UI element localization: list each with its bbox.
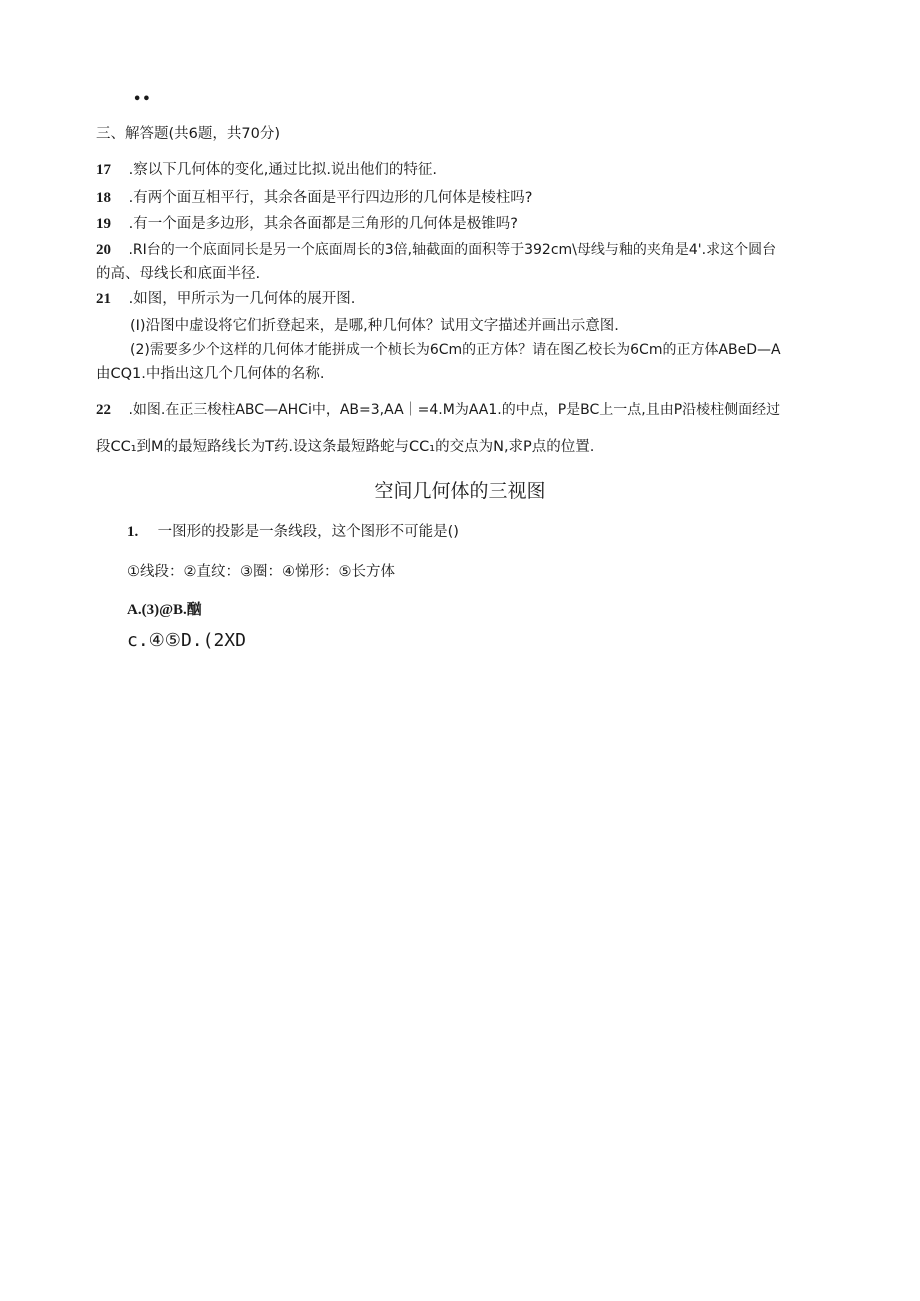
question-number: 22 xyxy=(96,402,111,418)
question-text: 一图形的投影是一条线段，这个图形不可能是() xyxy=(157,524,459,540)
question-17 xyxy=(96,160,437,180)
question-text: .察以下几何体的变化,通过比拟.说出他们的特征. xyxy=(128,162,438,178)
mc-items: ①线段：②直纹：③圈：④悌形：⑤长方体 xyxy=(127,564,395,580)
question-text: .RI台的一个底面同长是另一个底面周长的3倍,轴截面的面积等于392cm\母线与釉的夹角是4'.求这个圆台 xyxy=(128,242,777,258)
question-number: 18 xyxy=(96,190,111,206)
question-number: 1. xyxy=(127,524,139,540)
question-number: 19 xyxy=(96,216,111,232)
mc-option-ab: A.(3)@B.酗 xyxy=(127,602,202,618)
question-20-continuation: 的高、母线长和底面半径. xyxy=(96,266,261,282)
header-dots: •• xyxy=(133,92,152,107)
question-text: .有两个面互相平行，其余各面是平行四边形的几何体是棱柱吗? xyxy=(128,190,533,206)
question-text: .如图.在正三梭柱ABC—AHCi中，AB=3,AA｜=4.M为AA1.的中点，P是BC上一点,且由P沿棱柱侧面经过 xyxy=(128,402,781,418)
question-19 xyxy=(96,214,518,234)
question-21-part-2-continuation: 由CQ1.中指出这几个几何体的名称. xyxy=(96,366,325,382)
section-heading: 三、解答题(共6题，共70分) xyxy=(96,126,280,142)
question-22-continuation: 段CC₁到M的最短路线长为T药.设这条最短路蛇与CC₁的交点为N,求P点的位置. xyxy=(96,439,595,455)
question-21-part-1: (I)沿图中虚设将它们折登起来，是哪,种几何体？试用文字描述并画出示意图. xyxy=(130,318,619,334)
section-title: 空间几何体的三视图 xyxy=(374,480,546,502)
mc-option-cd: c.④⑤D.(2XD xyxy=(127,630,246,651)
question-20 xyxy=(96,240,776,260)
question-21 xyxy=(96,289,355,309)
question-18 xyxy=(96,188,532,208)
question-text: .有一个面是多边形，其余各面都是三角形的几何体是极锥吗? xyxy=(128,216,518,232)
mc-question-1 xyxy=(127,522,459,542)
question-number: 17 xyxy=(96,162,111,178)
question-21-part-2: (2)需要多少个这样的几何体才能拼成一个桢长为6Cm的正方体？请在图乙校长为6Cm的正方体ABeD—A xyxy=(130,342,781,358)
question-number: 21 xyxy=(96,291,111,307)
question-text: .如图，甲所示为一几何体的展开图. xyxy=(128,291,356,307)
question-22 xyxy=(96,400,780,420)
question-number: 20 xyxy=(96,242,111,258)
